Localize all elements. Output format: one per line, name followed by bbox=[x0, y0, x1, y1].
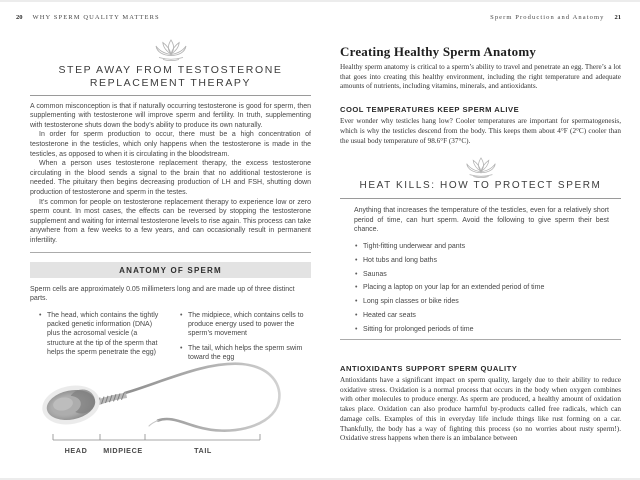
trt-paragraph-4: It’s common for people on testosterone replacement therapy to experience low or zero sperm count. In most cases, the effects can be reversed by stopping the testosterone supplement and waiting for internal testosterone levels to rise again. This process can take anywhere from a few weeks to a few years, and can occasionally result in permanent infertility. bbox=[30, 198, 311, 244]
page-number-left: 20 bbox=[16, 14, 23, 21]
running-head-right-title: Sperm Production and Anatomy bbox=[490, 14, 605, 21]
diagram-label-tail: TAIL bbox=[194, 446, 212, 455]
anatomy-intro: Sperm cells are approximately 0.05 millimeters long and are made up of three distinct parts. bbox=[30, 285, 295, 303]
chapter-intro bbox=[340, 63, 621, 92]
antioxidants-paragraph: Antioxidants have a significant impact on sperm quality, largely due to their ability to reduce oxidative stress. Oxidation is a normal process that occurs in the body when oxygen combines with other molecules to produce energy. As sperm are produced, a healthy amount of oxidation takes place. Oxidation can also produce harmful by-products called free radicals, which can damage cells. Examples of this in everyday life include things like rust forming on a car. Thankfully, the body has a way of fighting this process (so no worries about rusty sperm!). Oxidative stress happens when there is an imbalance between bbox=[340, 376, 621, 443]
cool-temperatures-heading: COOL TEMPERATURES KEEP SPERM ALIVE bbox=[340, 105, 520, 115]
lotus-icon bbox=[150, 38, 192, 62]
right-page bbox=[340, 0, 621, 480]
chapter-heading: Creating Healthy Sperm Anatomy bbox=[340, 44, 537, 59]
running-head-right bbox=[490, 14, 621, 21]
trt-callout-title: STEP AWAY FROM TESTOSTERONE REPLACEMENT THERAPY bbox=[58, 64, 283, 89]
bullet-item: • The tail, which helps the sperm swim toward the egg bbox=[179, 344, 307, 363]
lotus-icon bbox=[461, 156, 501, 179]
heat-avoid-list bbox=[354, 242, 609, 335]
list-item: • Tight-fitting underwear and pants bbox=[354, 242, 609, 251]
diagram-bracket bbox=[53, 434, 260, 440]
running-head-left bbox=[16, 14, 160, 21]
divider bbox=[30, 252, 311, 253]
antioxidants-body bbox=[340, 376, 621, 444]
heat-callout-intro: Anything that increases the temperature of the testicles, even for a relatively short period of time, can hurt sperm. Avoid the following to give sperm their best chance. bbox=[354, 207, 609, 234]
bullet-item: • The midpiece, which contains cells to produce energy used to power the sperm’s movement bbox=[179, 311, 307, 339]
chapter-intro-paragraph: Healthy sperm anatomy is critical to a sperm’s ability to travel and penetrate an egg. There’s a lot that goes into creating this healthy environment, including the right temperature and adequate amounts of nutrients, including vitamins, minerals, and antioxidants. bbox=[340, 63, 621, 91]
heat-callout bbox=[340, 156, 621, 340]
diagram-label-midpiece: MIDPIECE bbox=[103, 446, 143, 455]
cool-temperatures-paragraph: Ever wonder why testicles hang low? Cooler temperatures are important for spermatogenesis, which is why the testicles descend from the body. This keeps them about 4°F (2°C) cooler than the usual body temperature of 98.6°F (37°C). bbox=[340, 117, 621, 145]
sperm-head bbox=[39, 381, 103, 429]
list-item: • Hot tubs and long baths bbox=[354, 256, 609, 265]
sperm-tail bbox=[125, 364, 279, 431]
cool-temperatures-body bbox=[340, 117, 621, 146]
heat-callout-title: HEAT KILLS: HOW TO PROTECT SPERM bbox=[359, 180, 602, 192]
list-item: • Placing a laptop on your lap for an extended period of time bbox=[354, 283, 609, 292]
anatomy-banner: ANATOMY OF SPERM bbox=[30, 262, 311, 278]
left-page bbox=[16, 0, 311, 480]
list-item: • Saunas bbox=[354, 270, 609, 279]
trt-paragraph-1: A common misconception is that if naturally occurring testosterone is good for sperm, then supplementing with testosterone will improve sperm and fertility. In truth, supplementing with testosterone shuts down the body’s ability to produce its own naturally. bbox=[30, 102, 311, 129]
page-number-right: 21 bbox=[614, 14, 621, 21]
antioxidants-heading: ANTIOXIDANTS SUPPORT SPERM QUALITY bbox=[340, 364, 518, 374]
list-item: • Heated car seats bbox=[354, 311, 609, 320]
sperm-diagram bbox=[30, 356, 311, 460]
trt-callout bbox=[30, 64, 311, 253]
heat-callout-body bbox=[340, 199, 621, 334]
divider bbox=[340, 339, 621, 340]
trt-callout-body bbox=[30, 102, 311, 246]
trt-paragraph-2: In order for sperm production to occur, there must be a high concentration of testosterone in the testicles, which only happens when the testosterone is made in the testicles, as opposed to when it is circulating in the bloodstream. bbox=[30, 131, 311, 158]
divider bbox=[30, 95, 311, 96]
list-item: • Sitting for prolonged periods of time bbox=[354, 325, 609, 334]
bullet-item: • The head, which contains the tightly packed genetic information (DNA) plus the acrosomal vesicle (a structure at the tip of the sperm that helps the sperm penetrate the egg) bbox=[38, 311, 166, 357]
diagram-label-head: HEAD bbox=[64, 446, 88, 455]
running-head-left-title: WHY SPERM QUALITY MATTERS bbox=[32, 14, 160, 21]
list-item: • Long spin classes or bike rides bbox=[354, 297, 609, 306]
trt-paragraph-3: When a person uses testosterone replacement therapy, the excess testosterone circulating in the blood sends a signal to the brain that no additional testosterone is needed. The pituitary then begins decreasing production of LH and FSH, shutting down production of testosterone and sperm in the testes. bbox=[30, 160, 311, 196]
